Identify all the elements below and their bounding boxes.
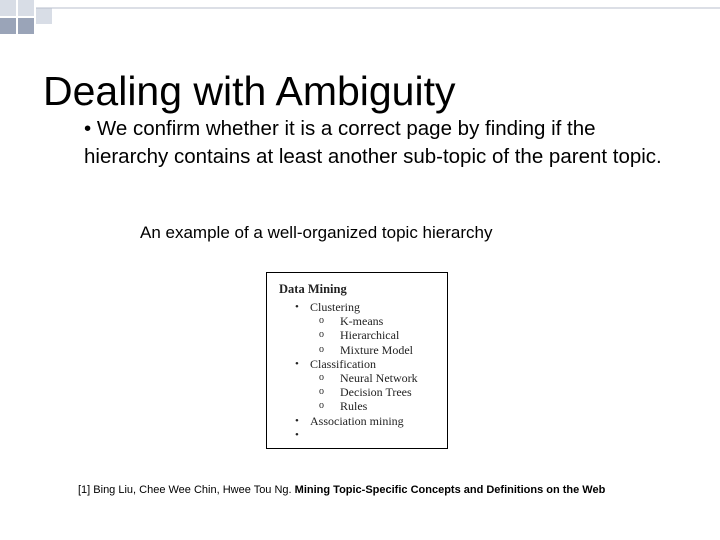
subtopic-item (267, 371, 447, 385)
reference-title: Mining Topic-Specific Concepts and Definitions on the Web (294, 484, 606, 496)
deco-square-light (36, 8, 52, 24)
topic-label: Association mining (310, 413, 404, 428)
topic-label: Mixture Model (340, 342, 413, 357)
circle-marker: o (319, 386, 324, 398)
subtopic-item (267, 343, 447, 357)
topic-item (267, 300, 447, 314)
topic-item (267, 414, 447, 428)
figure-caption: An example of a well-organized topic hierarchy (140, 223, 493, 242)
slide-title: Dealing with Ambiguity (43, 68, 456, 114)
deco-square-light (0, 0, 16, 16)
subtopic-item (267, 385, 447, 399)
deco-square-dark (18, 18, 34, 34)
circle-marker: o (319, 315, 324, 327)
topic-hierarchy-figure (266, 272, 448, 449)
topic-list (267, 300, 447, 442)
topic-label: Hierarchical (340, 328, 400, 343)
topic-label: Classification (310, 356, 376, 371)
subtopic-item (267, 314, 447, 328)
bullet-point: • We confirm whether it is a correct page by finding if the hierarchy contains at least another sub-topic of the parent topic. (84, 117, 662, 168)
reference-authors: [1] Bing Liu, Chee Wee Chin, Hwee Tou Ng. (78, 484, 295, 496)
topic-label: Decision Trees (340, 385, 412, 400)
figure-title: Data Mining (279, 282, 347, 296)
circle-marker: o (319, 343, 324, 355)
topic-label: Clustering (310, 300, 360, 314)
topic-label: Neural Network (340, 370, 418, 385)
circle-marker: o (319, 371, 324, 383)
topic-item (267, 357, 447, 371)
reference-citation (78, 484, 605, 496)
topic-item (267, 428, 447, 442)
deco-square-light (18, 0, 34, 16)
subtopic-item (267, 399, 447, 413)
bullet-marker: • (295, 414, 299, 427)
bullet-marker: • (295, 428, 299, 441)
subtopic-item (267, 328, 447, 342)
bullet-marker: • (295, 357, 299, 370)
topic-label: Rules (340, 399, 368, 414)
bullet-marker: • (295, 301, 299, 313)
topic-label: K-means (340, 314, 384, 329)
decorative-squares (0, 0, 720, 40)
deco-square-dark (0, 18, 16, 34)
circle-marker: o (319, 400, 324, 412)
circle-marker: o (319, 329, 324, 341)
